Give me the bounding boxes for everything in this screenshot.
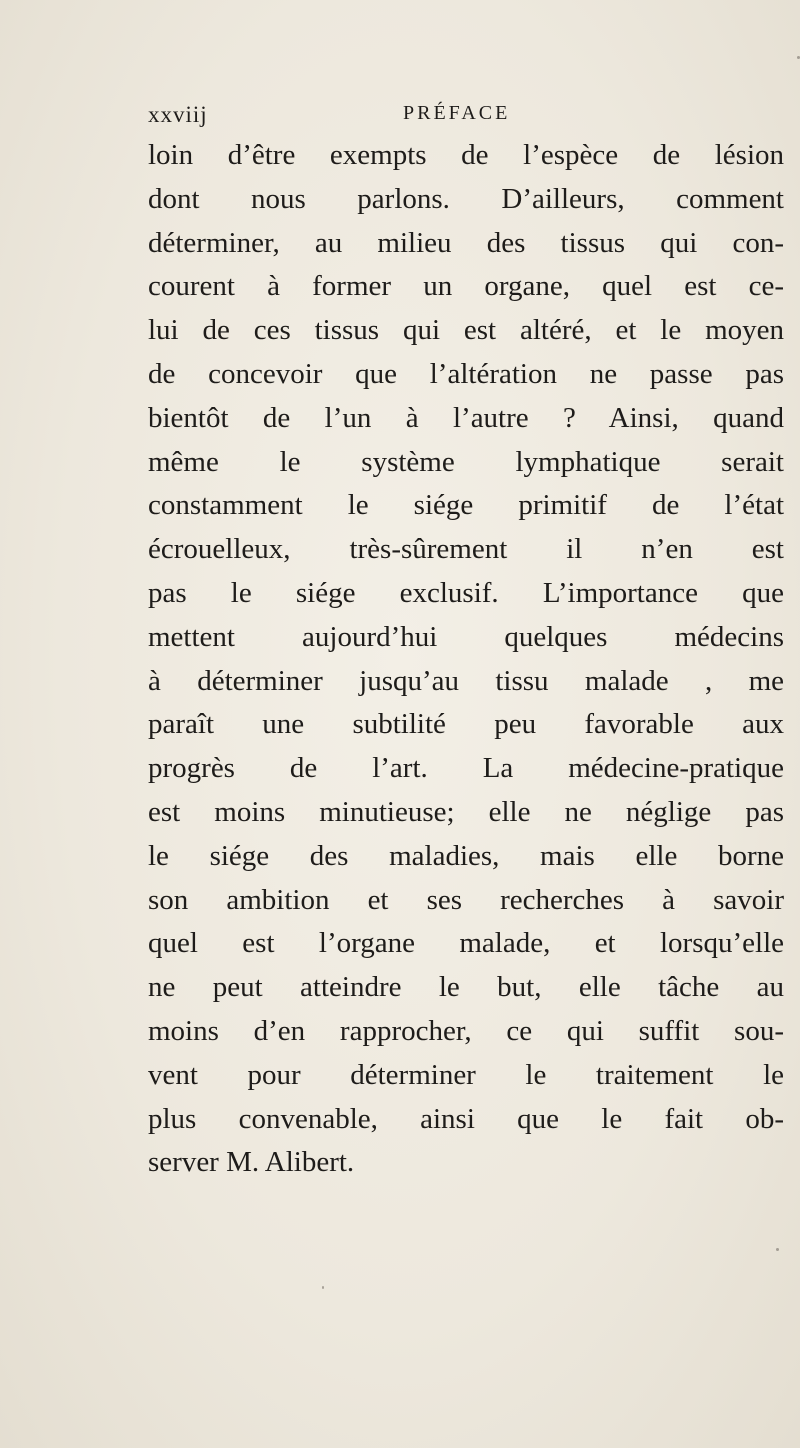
text-line: pas le siége exclusif. L’importance que: [148, 576, 784, 609]
body-text: [148, 134, 784, 1185]
text-line: son ambition et ses recherches à savoir: [148, 883, 784, 916]
text-line: même le système lymphatique serait: [148, 445, 784, 478]
text-line: vent pour déterminer le traitement le: [148, 1058, 784, 1091]
text-line: progrès de l’art. La médecine-pratique: [148, 752, 784, 785]
text-line: ne peut atteindre le but, elle tâche au: [148, 971, 784, 1004]
text-line: mettent aujourd’hui quelques médecins: [148, 620, 784, 653]
text-line: à déterminer jusqu’au tissu malade , me: [148, 664, 784, 697]
text-line: dont nous parlons. D’ailleurs, comment: [148, 182, 784, 215]
text-line: le siége des maladies, mais elle borne: [148, 839, 784, 872]
text-line: écrouelleux, très-sûrement il n’en est: [148, 533, 784, 566]
paper-speck: [322, 1286, 324, 1289]
text-line: plus convenable, ainsi que le fait ob-: [148, 1102, 784, 1135]
text-line: loin d’être exempts de l’espèce de lésion: [148, 139, 784, 171]
running-title: PRÉFACE: [403, 102, 511, 124]
text-line: server M. Alibert.: [148, 1146, 355, 1179]
text-line: quel est l’organe malade, et lorsqu’elle: [148, 927, 784, 960]
page-header: [148, 96, 708, 136]
text-line: paraît une subtilité peu favorable aux: [148, 708, 784, 741]
text-line: bientôt de l’un à l’autre ? Ainsi, quand: [148, 401, 784, 434]
text-line: déterminer, au milieu des tissus qui con-: [148, 226, 784, 259]
text-line: lui de ces tissus qui est altéré, et le moyen: [148, 314, 784, 347]
text-line: moins d’en rapprocher, ce qui suffit sou-: [148, 1014, 784, 1047]
text-line: courent à former un organe, quel est ce-: [148, 270, 784, 303]
paper-speck: [776, 1248, 779, 1251]
text-line: de concevoir que l’altération ne passe pas: [148, 357, 784, 390]
text-line: est moins minutieuse; elle ne néglige pas: [148, 795, 784, 828]
text-line: constamment le siége primitif de l’état: [148, 489, 784, 522]
page-number: xxviij: [148, 102, 208, 127]
